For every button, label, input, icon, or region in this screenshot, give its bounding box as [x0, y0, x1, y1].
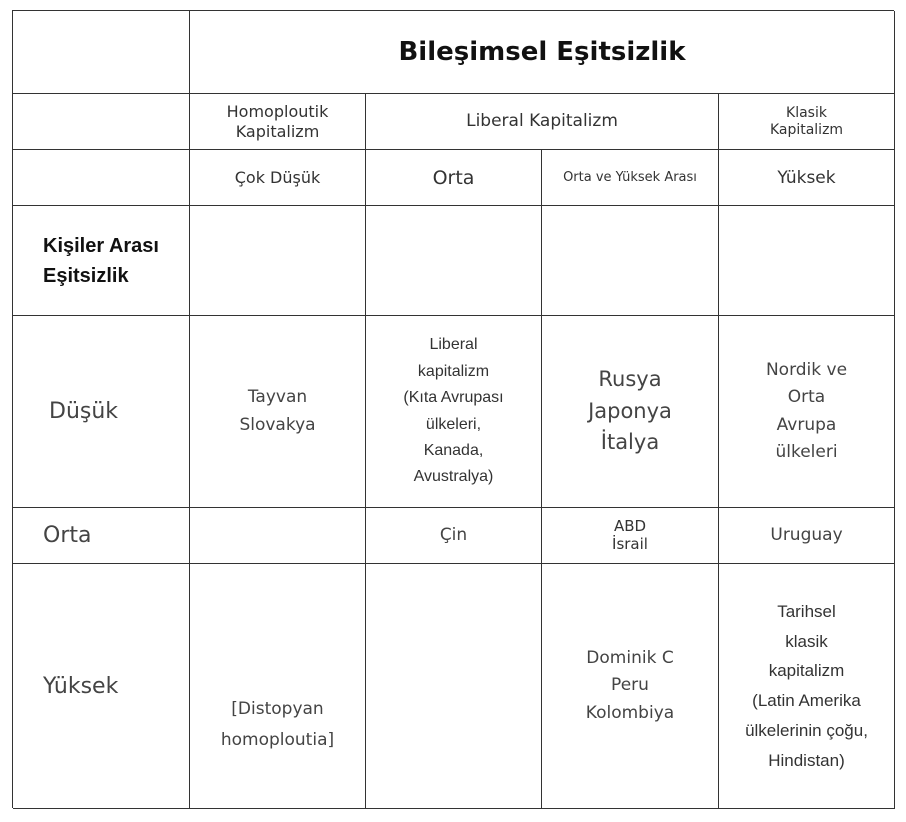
cell-dusuk-liberal-orta: Liberal kapitalizm (Kıta Avrupası ülkeleri, Kanada, Avustralya) — [366, 316, 542, 508]
level-yuksek: Yüksek — [719, 150, 895, 206]
col-header-homoploutik: Homoploutik Kapitalizm — [190, 94, 366, 150]
cell-dusuk-homoploutik: Tayvan Slovakya — [190, 316, 366, 508]
empty-cell — [190, 206, 366, 316]
cell-orta-liberal-yuksek: ABD İsrail — [542, 508, 719, 564]
cell-orta-klasik: Uruguay — [719, 508, 895, 564]
col-header-liberal: Liberal Kapitalizm — [366, 94, 719, 150]
level-orta: Orta — [366, 150, 542, 206]
row-label-yuksek: Yüksek — [13, 564, 190, 809]
empty-cell — [366, 206, 542, 316]
level-orta-yuksek: Orta ve Yüksek Arası — [542, 150, 719, 206]
cell-yuksek-liberal-yuksek: Dominik C Peru Kolombiya — [542, 564, 719, 809]
cell-dusuk-klasik: Nordik ve Orta Avrupa ülkeleri — [719, 316, 895, 508]
row-label-orta: Orta — [13, 508, 190, 564]
cell-yuksek-klasik: Tarihsel klasik kapitalizm (Latin Amerika ülkelerinin çoğu, Hindistan) — [719, 564, 895, 809]
empty-cell — [542, 206, 719, 316]
row-label-dusuk: Düşük — [13, 316, 190, 508]
cell-orta-liberal-orta: Çin — [366, 508, 542, 564]
col-header-klasik: Klasik Kapitalizm — [719, 94, 895, 150]
table-title-cell — [190, 11, 895, 94]
corner-cell — [13, 11, 190, 94]
cell-yuksek-liberal-orta — [366, 564, 542, 809]
empty-cell — [719, 206, 895, 316]
cell-orta-homoploutik — [190, 508, 366, 564]
level-cok-dusuk: Çok Düşük — [190, 150, 366, 206]
empty-level-cell — [13, 150, 190, 206]
cell-dusuk-liberal-yuksek: Rusya Japonya İtalya — [542, 316, 719, 508]
empty-header-cell — [13, 94, 190, 150]
cell-yuksek-homoploutik: [Distopyan homoploutia] — [190, 564, 366, 809]
table-title: Bileşimsel Eşitsizlik — [398, 37, 686, 67]
inequality-table — [12, 10, 894, 808]
row-title: Kişiler Arası Eşitsizlik — [13, 206, 190, 316]
